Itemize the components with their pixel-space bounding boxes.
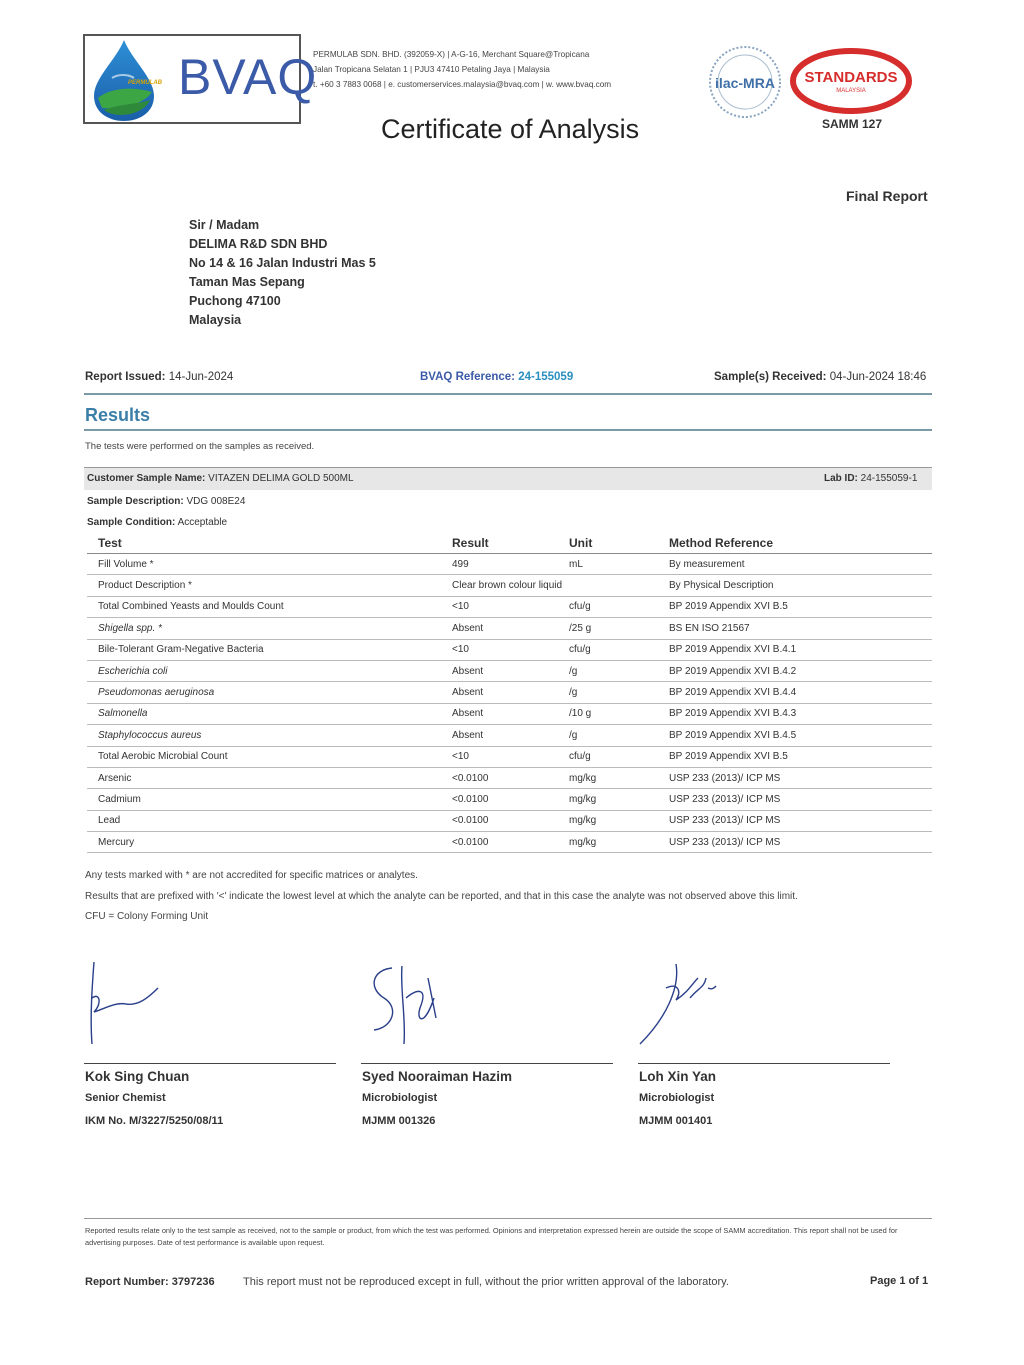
bvaq-reference-value: 24-155059 <box>518 371 574 383</box>
table-row <box>87 832 932 853</box>
test-method: USP 233 (2013)/ ICP MS <box>669 767 932 788</box>
address-line-2: Taman Mas Sepang <box>189 275 305 289</box>
test-name: Salmonella <box>87 703 452 724</box>
column-header-test: Test <box>87 532 452 554</box>
table-row <box>87 639 932 660</box>
salutation: Sir / Madam <box>189 218 260 232</box>
test-method: USP 233 (2013)/ ICP MS <box>669 810 932 831</box>
test-name: Bile-Tolerant Gram-Negative Bacteria <box>87 639 452 660</box>
test-result: <10 <box>452 746 569 767</box>
table-row <box>87 725 932 746</box>
certificate-title: Certificate of Analysis <box>381 114 640 144</box>
test-unit: mL <box>569 554 669 575</box>
signature-kok-sing-chuan <box>86 958 176 1050</box>
test-name: Shigella spp. * <box>87 618 452 639</box>
table-header-row <box>87 532 932 554</box>
table-row <box>87 767 932 788</box>
results-table-body <box>87 554 932 853</box>
bvaq-reference <box>420 371 573 383</box>
signature-loh-xin-yan <box>636 958 736 1050</box>
test-name: Pseudomonas aeruginosa <box>87 682 452 703</box>
test-method: BP 2019 Appendix XVI B.5 <box>669 746 932 767</box>
standards-malaysia-seal-icon <box>790 48 912 114</box>
test-name: Lead <box>87 810 452 831</box>
test-method: BP 2019 Appendix XVI B.4.5 <box>669 725 932 746</box>
table-row <box>87 682 932 703</box>
signature-line <box>361 1063 613 1064</box>
reproduction-notice: This report must not be reproduced except in full, without the prior written approval of the laboratory. <box>243 1276 729 1288</box>
final-report-label: Final Report <box>846 188 928 204</box>
table-row <box>87 575 932 596</box>
divider <box>84 429 932 431</box>
test-unit: mg/kg <box>569 832 669 853</box>
test-result: Absent <box>452 618 569 639</box>
results-notes <box>85 866 798 928</box>
test-unit: cfu/g <box>569 596 669 617</box>
test-unit: cfu/g <box>569 639 669 660</box>
customer-sample-name-value: VITAZEN DELIMA GOLD 500ML <box>208 473 354 484</box>
results-heading: Results <box>85 405 151 425</box>
sample-condition <box>87 517 227 528</box>
company-info <box>313 47 703 92</box>
report-number <box>85 1276 215 1288</box>
customer-sample-name-label: Customer Sample Name: <box>87 473 206 484</box>
logo-small-text: PERMULAB <box>128 80 162 86</box>
test-unit: mg/kg <box>569 767 669 788</box>
test-unit: /g <box>569 725 669 746</box>
test-name: Staphylococcus aureus <box>87 725 452 746</box>
table-row <box>87 746 932 767</box>
signature-syed-nooraiman-hazim <box>362 958 452 1050</box>
test-result: <0.0100 <box>452 832 569 853</box>
standards-sub-text: MALAYSIA <box>836 88 866 94</box>
results-intro: The tests were performed on the samples as received. <box>85 441 315 452</box>
test-method: By Physical Description <box>669 575 932 596</box>
sample-condition-label: Sample Condition: <box>87 517 176 528</box>
accredited-text: ACCREDITED <box>828 101 874 108</box>
test-result: <0.0100 <box>452 789 569 810</box>
test-method: USP 233 (2013)/ ICP MS <box>669 832 932 853</box>
test-name: Arsenic <box>87 767 452 788</box>
test-unit: /10 g <box>569 703 669 724</box>
signature-line <box>84 1063 336 1064</box>
company-line-3: t. +60 3 7883 0068 | e. customerservices.malaysia@bvaq.com | w. www.bvaq.com <box>313 80 612 89</box>
brand-logo-text: BVAQ <box>178 49 318 105</box>
signatory-name: Loh Xin Yan <box>639 1069 717 1084</box>
test-method: BP 2019 Appendix XVI B.4.1 <box>669 639 932 660</box>
test-result: 499 <box>452 554 569 575</box>
report-issued-label: Report Issued: <box>85 371 166 383</box>
bvaq-reference-label: BVAQ Reference: <box>420 371 516 383</box>
test-unit: /g <box>569 682 669 703</box>
address-line-1: No 14 & 16 Jalan Industri Mas 5 <box>189 256 376 270</box>
results-table <box>87 532 932 853</box>
table-row <box>87 596 932 617</box>
signatory-title: Microbiologist <box>639 1092 715 1104</box>
table-row <box>87 660 932 681</box>
test-result: Absent <box>452 703 569 724</box>
test-result: <0.0100 <box>452 810 569 831</box>
standards-text: STANDARDS <box>804 69 898 86</box>
ilac-mra-seal-icon <box>707 44 783 120</box>
test-unit: /g <box>569 660 669 681</box>
lab-id-value: 24-155059-1 <box>860 473 918 484</box>
test-method: BP 2019 Appendix XVI B.4.2 <box>669 660 932 681</box>
test-name: Fill Volume * <box>87 554 452 575</box>
lab-id <box>824 473 917 484</box>
signatory-name: Kok Sing Chuan <box>85 1069 190 1084</box>
report-issued-value: 14-Jun-2024 <box>168 371 234 383</box>
test-method: BS EN ISO 21567 <box>669 618 932 639</box>
table-row <box>87 554 932 575</box>
test-name: Product Description * <box>87 575 452 596</box>
test-unit: mg/kg <box>569 789 669 810</box>
test-unit: /25 g <box>569 618 669 639</box>
signatory-name: Syed Nooraiman Hazim <box>362 1069 513 1084</box>
test-method: USP 233 (2013)/ ICP MS <box>669 789 932 810</box>
test-name: Total Aerobic Microbial Count <box>87 746 452 767</box>
signatory-registration: IKM No. M/3227/5250/08/11 <box>85 1115 224 1127</box>
test-result: Absent <box>452 725 569 746</box>
samm-number: SAMM 127 <box>822 117 883 131</box>
test-result: <0.0100 <box>452 767 569 788</box>
table-row <box>87 703 932 724</box>
report-issued <box>85 371 233 383</box>
test-name: Total Combined Yeasts and Moulds Count <box>87 596 452 617</box>
note-cfu: CFU = Colony Forming Unit <box>85 911 209 922</box>
column-header-unit: Unit <box>569 532 669 554</box>
page-indicator: Page 1 of 1 <box>870 1275 929 1287</box>
sample-condition-value: Acceptable <box>177 517 228 528</box>
signatory-registration: MJMM 001401 <box>639 1115 713 1127</box>
column-header-method: Method Reference <box>669 532 932 554</box>
recipient-address <box>189 216 376 330</box>
test-result: <10 <box>452 639 569 660</box>
note-less-than: Results that are prefixed with '<' indicate the lowest level at which the analyte can be reported, and that in this case the analyte was not observed above this limit. <box>85 890 798 902</box>
sample-description-label: Sample Description: <box>87 496 184 507</box>
test-name: Mercury <box>87 832 452 853</box>
test-method: By measurement <box>669 554 932 575</box>
recipient-company: DELIMA R&D SDN BHD <box>189 237 328 251</box>
test-method: BP 2019 Appendix XVI B.4.4 <box>669 682 932 703</box>
table-row <box>87 618 932 639</box>
address-line-3: Puchong 47100 <box>189 294 281 308</box>
test-result: Absent <box>452 660 569 681</box>
divider <box>84 393 932 395</box>
table-row <box>87 810 932 831</box>
test-result: <10 <box>452 596 569 617</box>
company-line-2: Jalan Tropicana Selatan 1 | PJU3 47410 Petaling Jaya | Malaysia <box>313 65 550 74</box>
samples-received-value: 04-Jun-2024 18:46 <box>829 371 927 383</box>
samples-received-label: Sample(s) Received: <box>714 371 827 383</box>
company-line-1: PERMULAB SDN. BHD. (392059-X) | A-G-16, Merchant Square@Tropicana <box>313 50 590 59</box>
test-result: Clear brown colour liquid <box>452 575 569 596</box>
column-header-result: Result <box>452 532 569 554</box>
sample-description-value: VDG 008E24 <box>186 496 246 507</box>
test-unit: mg/kg <box>569 810 669 831</box>
signatory-title: Microbiologist <box>362 1092 438 1104</box>
report-number-value: 3797236 <box>171 1276 215 1288</box>
lab-id-label: Lab ID: <box>824 473 858 484</box>
note-accreditation: Any tests marked with * are not accredited for specific matrices or analytes. <box>85 870 418 881</box>
footer-divider <box>84 1218 932 1219</box>
test-name: Cadmium <box>87 789 452 810</box>
test-name: Escherichia coli <box>87 660 452 681</box>
test-result: Absent <box>452 682 569 703</box>
test-method: BP 2019 Appendix XVI B.5 <box>669 596 932 617</box>
test-unit <box>569 575 669 596</box>
signatory-title: Senior Chemist <box>85 1092 166 1104</box>
footer-disclaimer: Reported results relate only to the test sample as received, not to the sample or product, from which the test was performed. Opinions and interpretation expressed herein are outside the scope of SAMM accreditation. This report shall not be used for advertising purposes. Date of test performance is available upon request. <box>85 1226 898 1247</box>
test-method: BP 2019 Appendix XVI B.4.3 <box>669 703 932 724</box>
test-unit: cfu/g <box>569 746 669 767</box>
ilac-mra-text: ilac-MRA <box>715 75 775 91</box>
table-row <box>87 789 932 810</box>
samples-received <box>714 371 926 383</box>
signatory-registration: MJMM 001326 <box>362 1115 436 1127</box>
customer-sample-name <box>87 473 354 484</box>
report-number-label: Report Number: <box>85 1276 169 1288</box>
address-country: Malaysia <box>189 313 242 327</box>
signature-line <box>638 1063 890 1064</box>
sample-description <box>87 496 245 507</box>
